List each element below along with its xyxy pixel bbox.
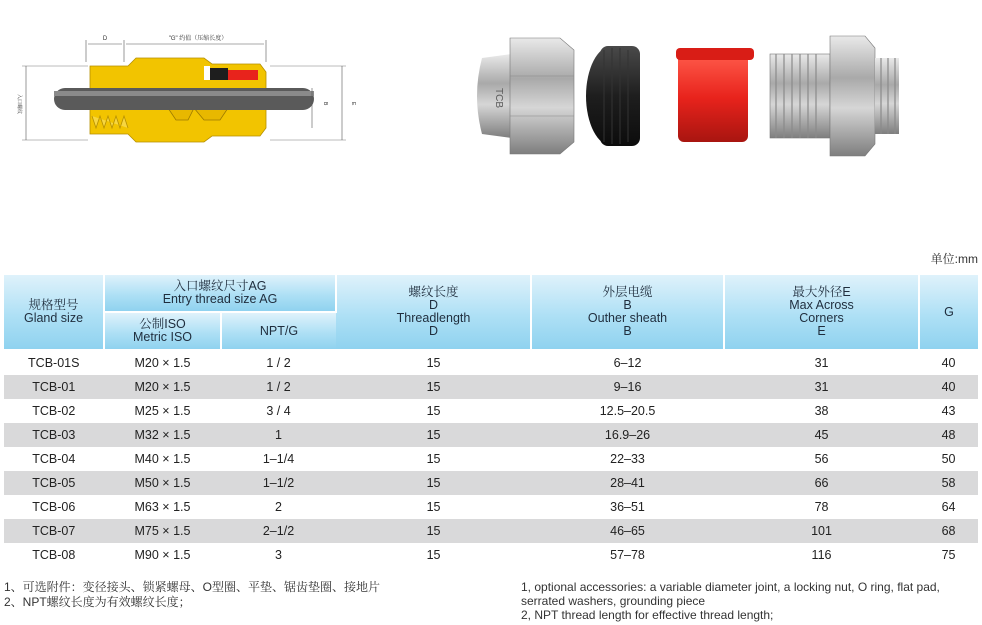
cell-model: TCB-03 [4, 423, 104, 447]
dimension-d-label: D [102, 36, 108, 42]
footnote-en-2: 2, NPT thread length for effective thread length; [521, 608, 774, 622]
cell-g: 40 [919, 375, 978, 399]
cell-e: 56 [724, 447, 919, 471]
header-metric-iso: 公制ISO Metric ISO [104, 312, 221, 350]
cell-e: 116 [724, 543, 919, 567]
brand-mark-label: TCB [493, 88, 504, 108]
cell-e: 78 [724, 495, 919, 519]
cell-metric: M90 × 1.5 [104, 543, 221, 567]
table-row [4, 423, 978, 447]
table-row [4, 375, 978, 399]
cell-d: 15 [336, 471, 531, 495]
dimension-ag-label: 入口螺纹 [16, 94, 22, 115]
cell-e: 101 [724, 519, 919, 543]
header-entry-thread: 入口螺纹尺寸AG Entry thread size AG [104, 275, 336, 312]
cell-npt: 1 / 2 [221, 350, 336, 375]
cell-metric: M50 × 1.5 [104, 471, 221, 495]
specification-table [4, 275, 979, 567]
cell-d: 15 [336, 399, 531, 423]
table-row [4, 519, 978, 543]
cell-g: 58 [919, 471, 978, 495]
footnotes-chinese [4, 580, 380, 610]
black-seal-shape [208, 68, 228, 80]
threaded-body-part [770, 36, 899, 156]
cap-nut-part [477, 38, 574, 154]
cell-b: 46–65 [531, 519, 724, 543]
cell-b: 28–41 [531, 471, 724, 495]
cell-model: TCB-04 [4, 447, 104, 471]
cell-d: 15 [336, 447, 531, 471]
cell-npt: 3 / 4 [221, 399, 336, 423]
cell-g: 43 [919, 399, 978, 423]
cell-g: 40 [919, 350, 978, 375]
cell-model: TCB-07 [4, 519, 104, 543]
header-outer-sheath: 外层电缆 B Outher sheath B [531, 275, 724, 350]
cell-e: 66 [724, 471, 919, 495]
cell-b: 36–51 [531, 495, 724, 519]
cell-g: 48 [919, 423, 978, 447]
table-row [4, 495, 978, 519]
cell-g: 75 [919, 543, 978, 567]
cell-d: 15 [336, 519, 531, 543]
cell-d: 15 [336, 350, 531, 375]
cell-d: 15 [336, 543, 531, 567]
cell-d: 15 [336, 495, 531, 519]
cell-model: TCB-01 [4, 375, 104, 399]
cell-npt: 1–1/2 [221, 471, 336, 495]
dimension-g-label: "G" 约值（压缩长度） [168, 36, 228, 42]
cell-g: 68 [919, 519, 978, 543]
cell-metric: M75 × 1.5 [104, 519, 221, 543]
cable-gland-cross-section-diagram [8, 28, 368, 173]
cell-model: TCB-06 [4, 495, 104, 519]
cell-metric: M20 × 1.5 [104, 375, 221, 399]
cell-metric: M20 × 1.5 [104, 350, 221, 375]
cell-b: 57–78 [531, 543, 724, 567]
red-seal-shape [228, 70, 258, 80]
header-max-across-corners: 最大外径E Max Across Corners E [724, 275, 919, 350]
dimension-e-label: E [350, 102, 356, 106]
table-body [4, 350, 978, 567]
cell-model: TCB-05 [4, 471, 104, 495]
cell-metric: M40 × 1.5 [104, 447, 221, 471]
cell-model: TCB-02 [4, 399, 104, 423]
header-npt-g: NPT/G [221, 312, 336, 350]
cell-e: 45 [724, 423, 919, 447]
footnote-cn-1: 1、可选附件：变径接头、锁紧螺母、O型圈、平垫、锯齿垫圈、接地片 [4, 580, 381, 594]
header-gland-size: 规格型号 Gland size [4, 275, 104, 350]
cell-model: TCB-08 [4, 543, 104, 567]
table-row [4, 350, 978, 375]
table-row [4, 447, 978, 471]
table-row [4, 543, 978, 567]
cell-g: 50 [919, 447, 978, 471]
footnote-cn-2: 2、NPT螺纹长度为有效螺纹长度； [4, 595, 191, 609]
exploded-product-photo [470, 28, 900, 163]
cell-npt: 1 [221, 423, 336, 447]
footnotes-english [521, 580, 981, 622]
cell-d: 15 [336, 375, 531, 399]
table-row [4, 399, 978, 423]
black-seal-part [586, 46, 640, 146]
header-g: G [919, 275, 978, 350]
red-seal-part [676, 48, 754, 142]
cell-g: 64 [919, 495, 978, 519]
cell-b: 12.5–20.5 [531, 399, 724, 423]
cell-npt: 2 [221, 495, 336, 519]
cell-npt: 2–1/2 [221, 519, 336, 543]
cell-e: 31 [724, 375, 919, 399]
cell-e: 31 [724, 350, 919, 375]
cell-e: 38 [724, 399, 919, 423]
cell-npt: 1 / 2 [221, 375, 336, 399]
unit-label: 单位:mm [930, 252, 978, 266]
cell-metric: M63 × 1.5 [104, 495, 221, 519]
cell-b: 22–33 [531, 447, 724, 471]
table-header-row [4, 275, 978, 312]
dimension-b-label: B [322, 102, 328, 106]
cell-b: 9–16 [531, 375, 724, 399]
cell-model: TCB-01S [4, 350, 104, 375]
cell-npt: 1–1/4 [221, 447, 336, 471]
cell-d: 15 [336, 423, 531, 447]
cell-metric: M32 × 1.5 [104, 423, 221, 447]
cell-b: 16.9–26 [531, 423, 724, 447]
cell-metric: M25 × 1.5 [104, 399, 221, 423]
cell-npt: 3 [221, 543, 336, 567]
table-row [4, 471, 978, 495]
header-thread-length: 螺纹长度 D Threadlength D [336, 275, 531, 350]
footnote-en-1: 1, optional accessories: a variable diameter joint, a locking nut, O ring, flat pad, serrated washers, grounding piece [521, 580, 940, 608]
cell-b: 6–12 [531, 350, 724, 375]
